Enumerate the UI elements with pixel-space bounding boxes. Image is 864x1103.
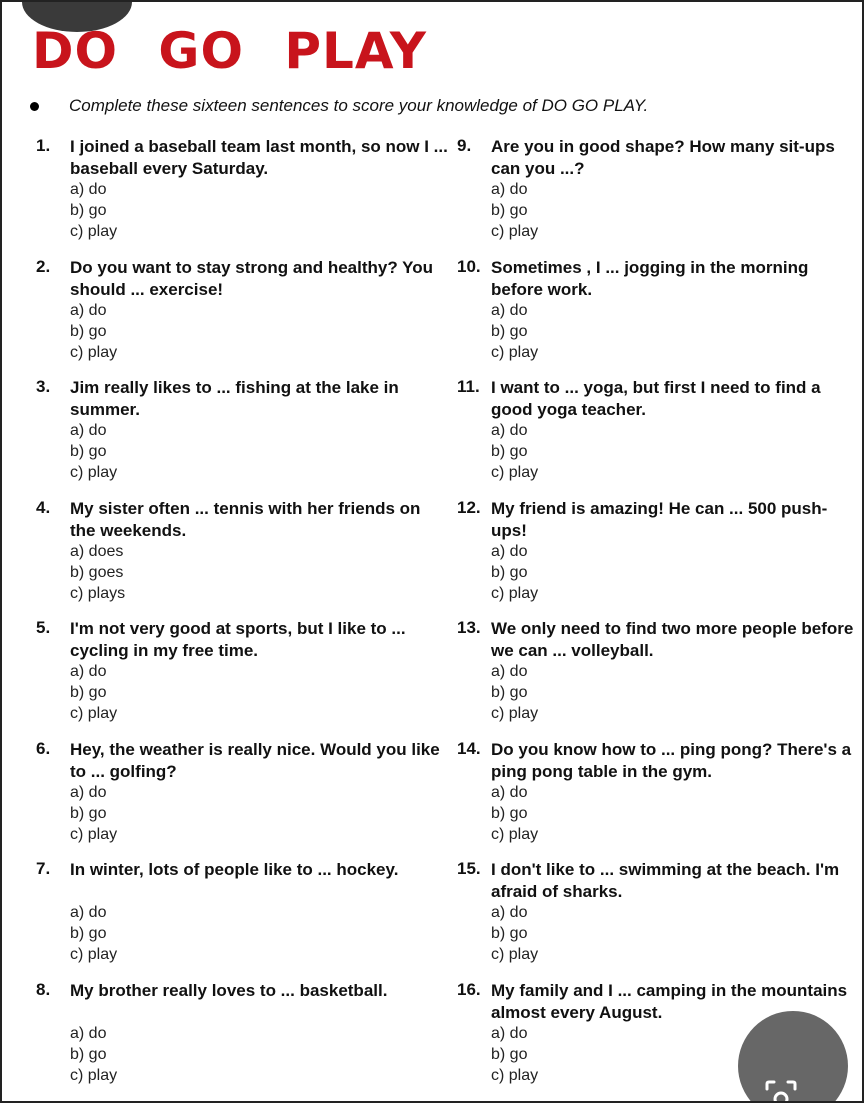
answer-option: a) do [491,663,528,680]
answer-option: c) play [491,705,539,722]
options-list [70,902,117,965]
options-list [70,661,117,724]
question-block [36,257,436,378]
answer-option: b) go [70,804,107,822]
answer-option: c) play [70,464,118,481]
question-text: In winter, lots of people like to ... hockey. [70,860,399,879]
answer-option: c) play [491,946,539,963]
answer-option: c) play [491,825,539,843]
question-text: We only need to find two more people before we can ... volleyball. [491,619,854,660]
question-block [36,136,448,257]
options-list [70,179,117,242]
question-number: 12. [457,497,481,517]
question-text: I joined a baseball team last month, so now I ... baseball every Saturday. [70,137,448,178]
question-text: My friend is amazing! He can ... 500 push-ups! [491,498,828,540]
question-number: 10. [457,256,481,276]
question-text: My brother really loves to ... basketball. [70,980,388,1000]
answer-option: b) go [491,804,528,822]
options-list [70,541,125,604]
question-number: 14. [457,738,481,758]
question-block [457,859,862,980]
options-list [491,782,538,845]
questions-left-column [36,136,448,1100]
question-text: Jim really likes to ... fishing at the lake in summer. [70,378,399,419]
answer-option: a) do [70,301,107,319]
answer-option: c) play [491,223,539,240]
answer-option: c) play [491,343,539,361]
answer-option: a) do [70,904,107,921]
options-list [70,1023,117,1086]
options-list [491,1023,538,1086]
question-block [457,739,862,860]
answer-option: a) do [70,422,107,439]
answer-option: b) go [70,684,107,701]
question-number: 13. [457,618,481,637]
answer-option: a) do [70,181,107,198]
question-block [36,377,436,498]
question-number: 7. [36,859,51,878]
question-number: 3. [36,377,51,396]
answer-option: b) go [491,925,528,942]
question-text: My sister often ... tennis with her friends on the weekends. [70,498,421,540]
question-block [36,738,440,860]
question-number: 2. [36,256,51,276]
options-list [491,661,538,724]
answer-option: c) play [70,1066,118,1084]
question-block [36,618,436,739]
answer-option: a) does [70,542,124,560]
question-text: Do you know how to ... ping pong? There's a ping pong table in the gym. [491,739,852,781]
question-text: I'm not very good at sports, but I like to ... cycling in my free time. [70,619,406,660]
question-text: I want to ... yoga, but first I need to find a good yoga teacher. [491,378,821,419]
question-block [457,618,862,739]
question-number: 6. [36,738,51,758]
answer-option: c) play [70,825,118,843]
question-number: 1. [36,136,51,155]
answer-option: a) do [70,1024,107,1042]
answer-option: c) play [491,584,539,602]
answer-option: a) do [491,783,528,801]
question-text: Hey, the weather is really nice. Would you like to ... golfing? [70,739,440,781]
answer-option: b) go [491,322,528,340]
question-text: Are you in good shape? How many sit-ups can you ...? [491,137,835,178]
answer-option: c) play [70,946,118,963]
answer-option: c) play [70,223,118,240]
answer-option: a) do [491,542,528,560]
answer-option: b) goes [70,563,124,581]
answer-option: b) go [491,684,528,701]
options-list [70,782,117,845]
answer-option: c) play [70,705,118,722]
options-list [491,300,538,363]
answer-option: c) play [70,343,118,361]
answer-option: b) go [70,322,107,340]
answer-option: b) go [491,563,528,581]
question-number: 16. [457,979,481,999]
options-list [70,300,117,363]
answer-option: b) go [70,443,107,460]
question-text: I don't like to ... swimming at the beach. I'm afraid of sharks. [491,860,840,901]
answer-option: a) do [491,301,528,319]
answer-option: b) go [491,202,528,219]
question-number: 4. [36,497,51,517]
question-block [36,859,436,980]
answer-option: b) go [70,925,107,942]
options-list [491,902,538,965]
question-block [457,498,862,619]
question-text: Sometimes , I ... jogging in the morning before work. [491,257,809,299]
instruction-line [30,96,648,116]
answer-option: a) do [70,663,107,680]
bullet-icon [30,102,39,111]
instruction-text: Complete these sixteen sentences to score your knowledge of DO GO PLAY. [69,96,649,115]
question-text: My family and I ... camping in the mountains almost every August. [491,980,848,1022]
options-list [491,541,538,604]
answer-option: a) do [70,783,107,801]
answer-option: c) plays [70,584,126,602]
answer-option: a) do [491,181,528,198]
question-block [457,257,862,378]
question-text: Do you want to stay strong and healthy? You should ... exercise! [70,257,434,299]
question-number: 8. [36,979,51,999]
answer-option: c) play [491,1066,539,1084]
question-block [36,498,436,619]
answer-option: a) do [491,904,528,921]
answer-option: a) do [491,422,528,439]
question-number: 5. [36,618,51,637]
options-list [491,179,538,242]
options-list [491,420,538,483]
options-list [70,420,117,483]
question-block [457,136,862,257]
lens-search-icon [764,1079,798,1103]
answer-option: a) do [491,1024,528,1042]
question-number: 11. [457,377,480,396]
answer-option: b) go [491,443,528,460]
questions-right-column [457,136,862,1100]
answer-option: b) go [70,202,107,219]
question-block [457,377,862,498]
page-title: DO GO PLAY [32,22,427,80]
question-number: 15. [457,859,481,878]
question-block [36,980,436,1101]
answer-option: b) go [491,1045,528,1063]
question-number: 9. [457,136,472,155]
answer-option: c) play [491,464,539,481]
answer-option: b) go [70,1045,107,1063]
